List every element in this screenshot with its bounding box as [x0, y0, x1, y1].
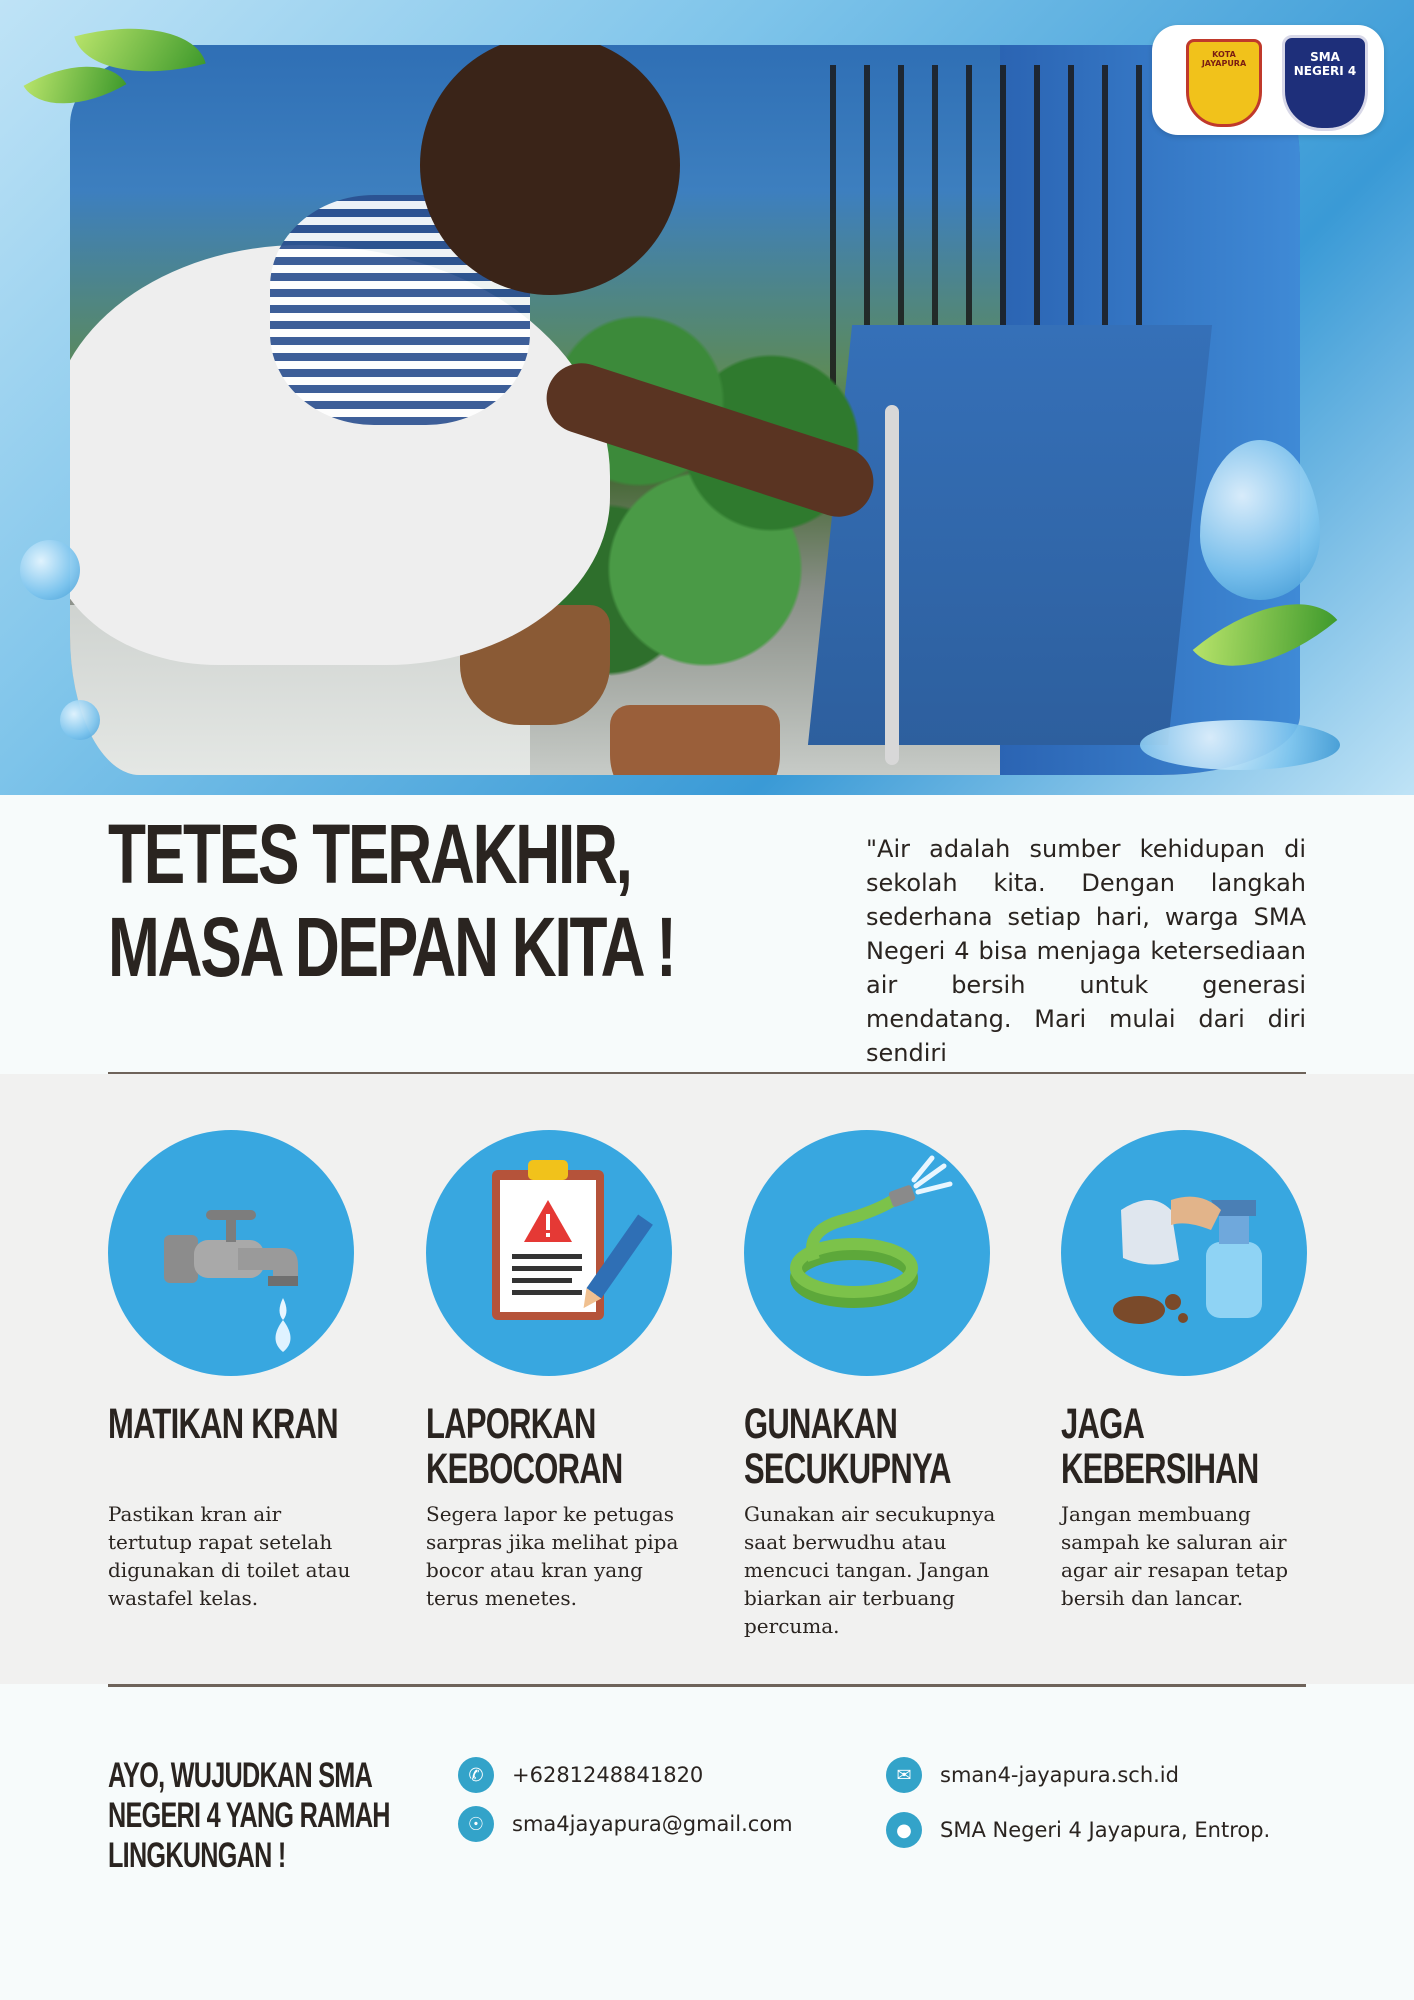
title-line-1: TETES TERAKHIR, — [108, 807, 631, 901]
contact-email[interactable]: ☉ sma4jayapura@gmail.com — [458, 1806, 793, 1842]
action-title: GUNAKAN SECUKUPNYA — [744, 1400, 951, 1493]
action-title: JAGA KEBERSIHAN — [1061, 1400, 1259, 1493]
hero-banner — [0, 0, 1414, 795]
location-pin-icon: ● — [886, 1812, 922, 1848]
action-card-jaga-kebersihan — [1061, 1130, 1321, 1610]
water-splash-icon — [60, 700, 100, 740]
globe-icon: ☉ — [458, 1806, 494, 1842]
action-description: Pastikan kran air tertutup rapat setelah digunakan di toilet atau wastafel kelas. — [108, 1502, 351, 1610]
contact-address: ● SMA Negeri 4 Jayapura, Entrop. — [886, 1812, 1270, 1848]
action-card-matikan-kran — [108, 1130, 368, 1610]
contact-website[interactable]: ✉ sman4-jayapura.sch.id — [886, 1757, 1179, 1793]
school-logos — [1152, 25, 1384, 135]
page-title — [108, 807, 675, 994]
sma-negeri-4-logo: SMA NEGERI 4 — [1282, 35, 1368, 131]
kota-jayapura-logo: KOTA JAYAPURA — [1186, 39, 1262, 127]
action-description: Jangan membuang sampah ke saluran air agar air resapan tetap bersih dan lancar. — [1061, 1502, 1288, 1610]
mail-icon: ✉ — [886, 1757, 922, 1793]
water-splash-icon — [20, 540, 80, 600]
cleaning-spray-icon — [1061, 1130, 1307, 1376]
action-description: Segera lapor ke petugas sarpras jika melihat pipa bocor atau kran yang terus menetes. — [426, 1502, 679, 1610]
contact-phone[interactable]: ✆ +6281248841820 — [458, 1757, 703, 1793]
hero-photo — [70, 45, 1300, 775]
phone-icon: ✆ — [458, 1757, 494, 1793]
action-title: MATIKAN KRAN — [108, 1400, 338, 1448]
action-card-gunakan-secukupnya — [744, 1130, 1004, 1638]
divider — [108, 1684, 1306, 1687]
title-line-2: MASA DEPAN KITA ! — [108, 900, 675, 994]
intro-quote: "Air adalah sumber kehidupan di sekolah kita. Dengan langkah sederhana setiap hari, warga SMA Negeri 4 bisa menjaga ketersediaan air bersih untuk generasi mendatang. Mari mulai dari diri sendiri — [866, 835, 1306, 1067]
clipboard-warning-icon — [426, 1130, 672, 1376]
water-splash-icon — [1140, 720, 1340, 770]
hose-icon — [744, 1130, 990, 1376]
action-card-laporkan-kebocoran — [426, 1130, 686, 1610]
faucet-icon — [108, 1130, 354, 1376]
call-to-action: AYO, WUJUDKAN SMA NEGERI 4 YANG RAMAH LINGKUNGAN ! — [108, 1756, 390, 1875]
action-title: LAPORKAN KEBOCORAN — [426, 1400, 623, 1493]
action-description: Gunakan air secukupnya saat berwudhu atau mencuci tangan. Jangan biarkan air terbuang percuma. — [744, 1502, 996, 1638]
